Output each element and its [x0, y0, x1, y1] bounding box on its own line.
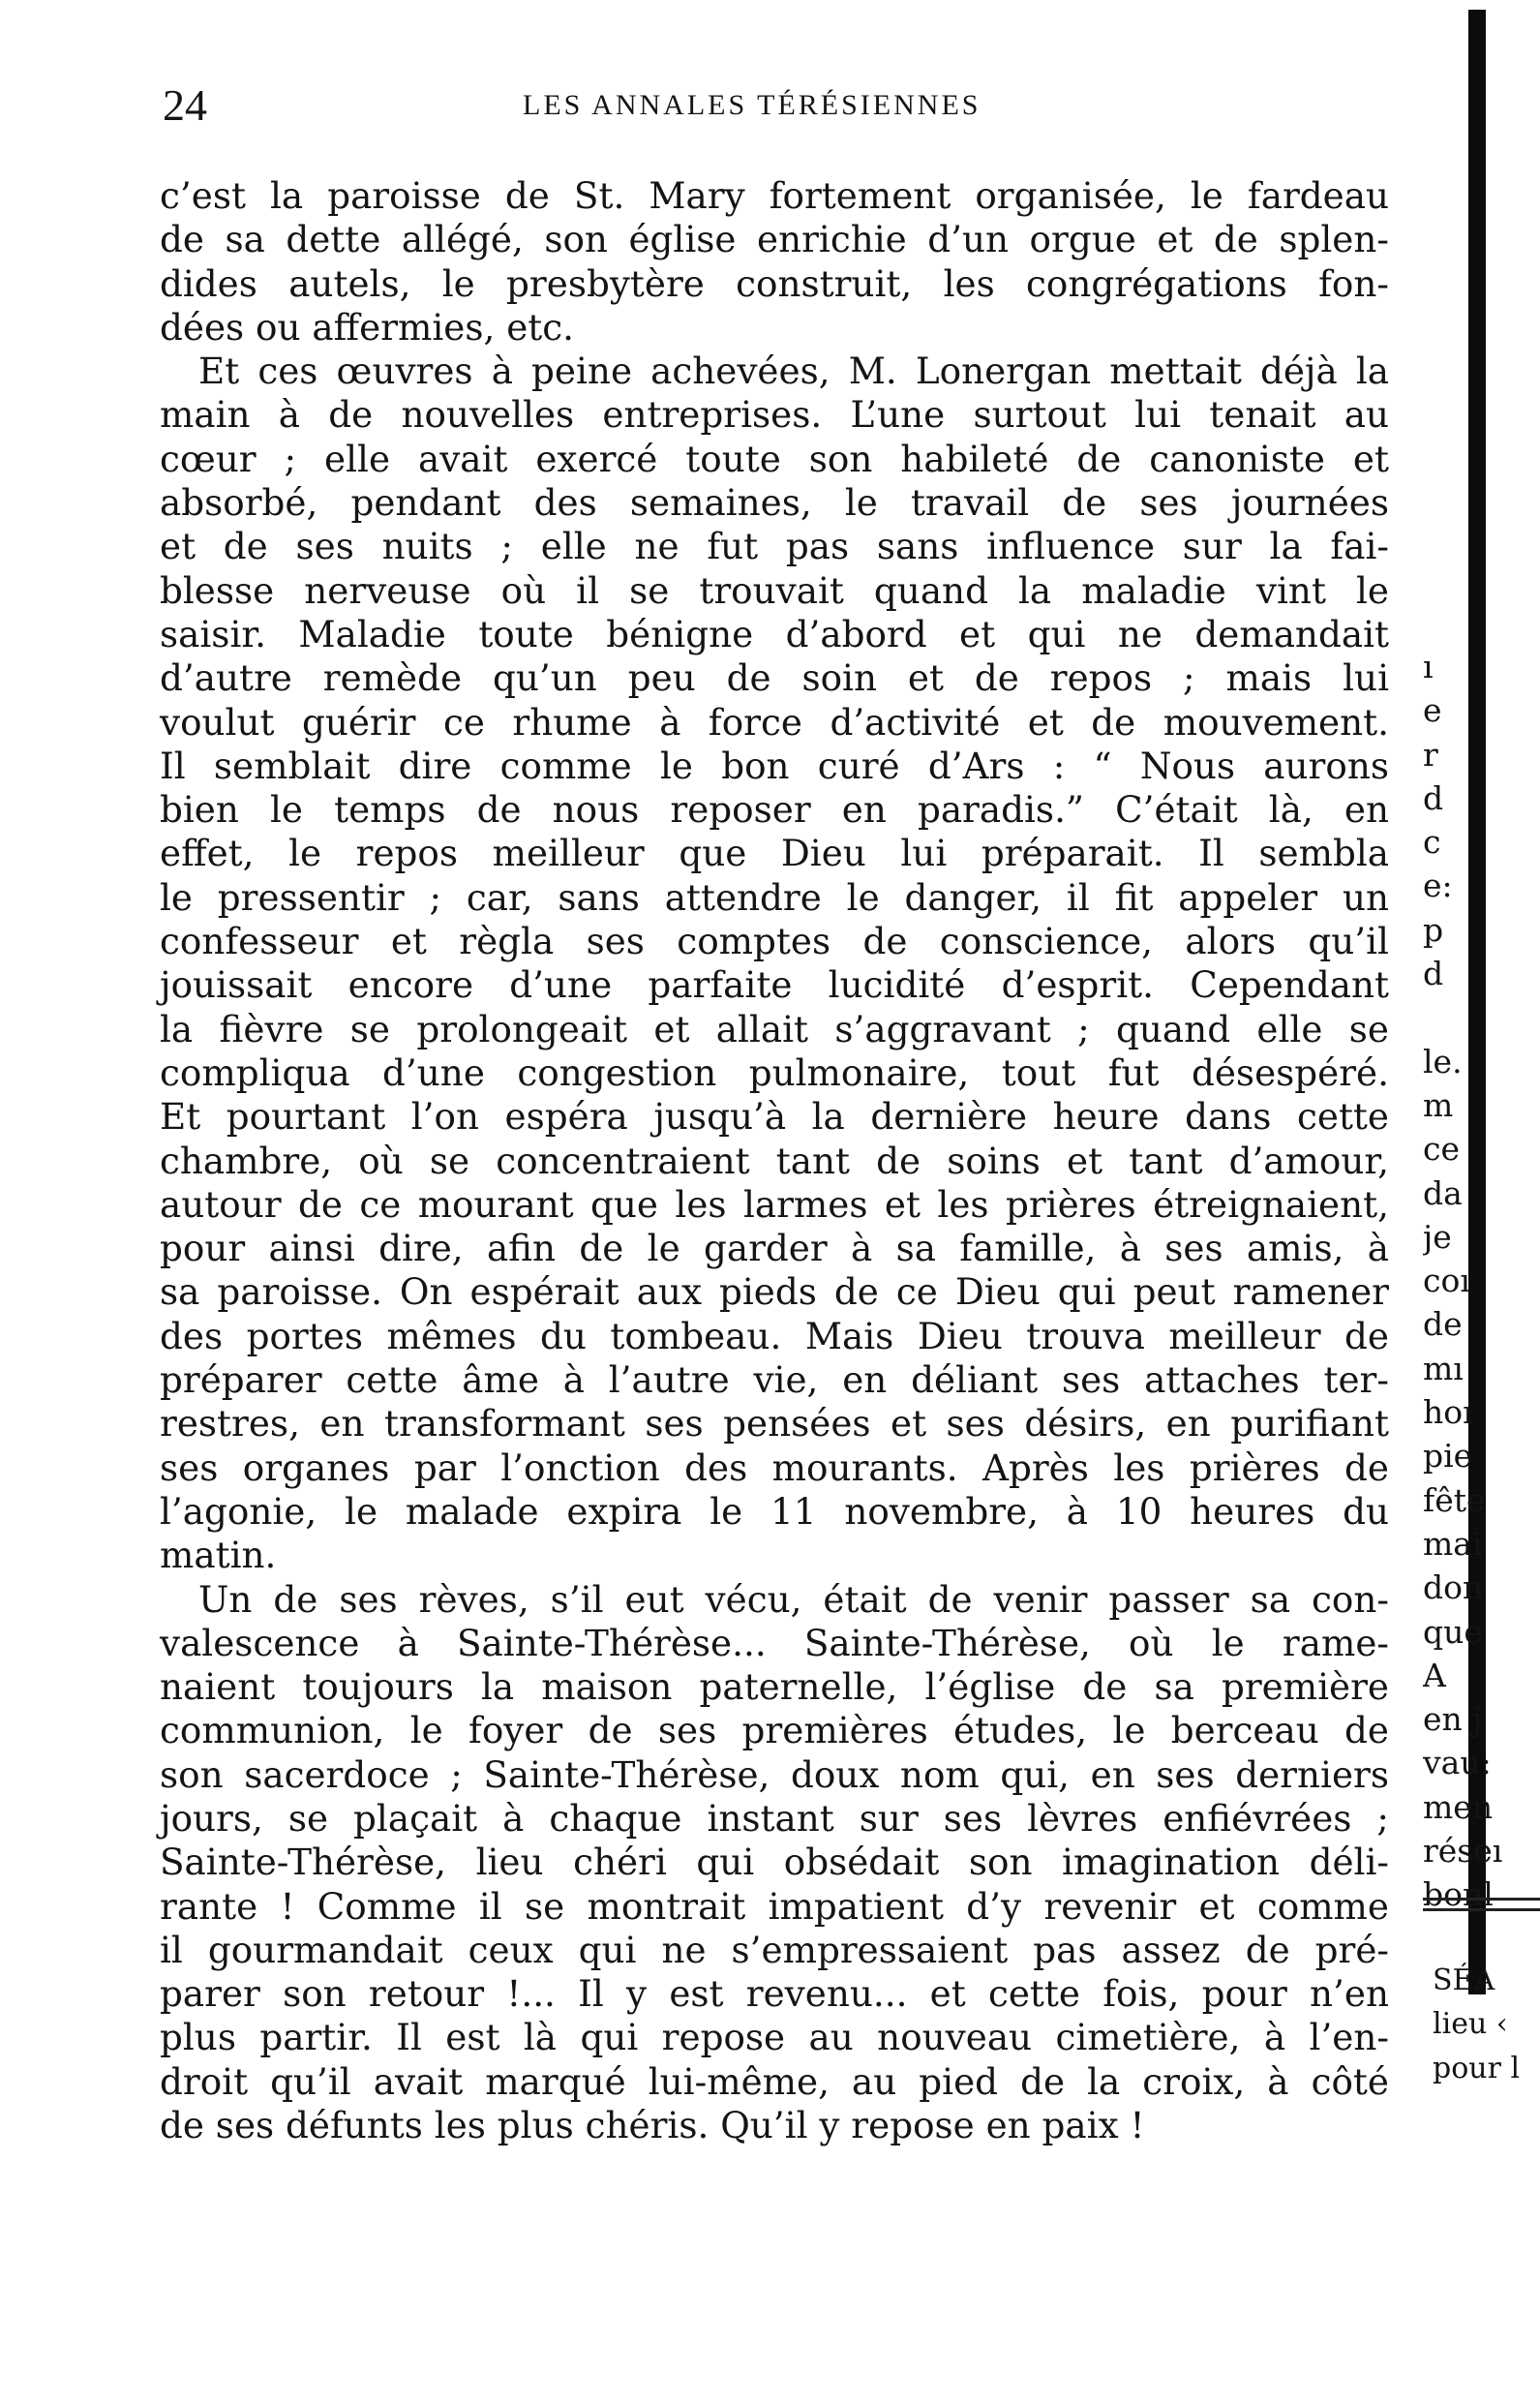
- text-line: Il semblait dire comme le bon curé d’Ars : “ Nous aurons: [160, 744, 1389, 787]
- text-line: ses organes par l’onction des mourants. Après les prières de: [160, 1445, 1389, 1489]
- fragment-line: mai: [1423, 1524, 1483, 1563]
- fragment-line: r: [1423, 735, 1438, 774]
- fragment-line: c: [1423, 823, 1441, 862]
- fragment-line: ce: [1423, 1130, 1461, 1169]
- fragment-line: réseı: [1423, 1832, 1503, 1871]
- text-line: saisir. Maladie toute bénigne d’abord et qui ne demandait: [160, 612, 1389, 655]
- fragment-line: A: [1423, 1656, 1446, 1694]
- text-line: rante ! Comme il se montrait impatient d’y revenir et comme: [160, 1884, 1389, 1928]
- text-line: jours, se plaçait à chaque instant sur ses lèvres enfiévrées ;: [160, 1796, 1389, 1840]
- fragment-line: pour l: [1433, 2051, 1521, 2085]
- fragment-line: men: [1423, 1787, 1494, 1826]
- running-head: LES ANNALES TÉRÉSIENNES: [523, 89, 981, 121]
- fragment-line: e:: [1423, 867, 1453, 905]
- text-line: préparer cette âme à l’autre vie, en déliant ses attaches ter-: [160, 1358, 1389, 1402]
- text-line: et de ses nuits ; elle ne fut pas sans influence sur la fai-: [160, 525, 1389, 568]
- text-line: main à de nouvelles entreprises. L’une surtout lui tenait au: [160, 393, 1389, 437]
- text-line: de sa dette allégé, son église enrichie d’un orgue et de splen-: [160, 218, 1389, 261]
- text-line: l’agonie, le malade expira le 11 novembre, à 10 heures du: [160, 1489, 1389, 1533]
- fragment-line: pie: [1423, 1437, 1473, 1476]
- fragment-line: que: [1423, 1612, 1483, 1651]
- text-line: Et pourtant l’on espéra jusqu’à la dernière heure dans cette: [160, 1095, 1389, 1139]
- fragment-line: mı: [1423, 1349, 1464, 1387]
- text-line: parer son retour !... Il y est revenu... et cette fois, pour n’en: [160, 1972, 1389, 2016]
- fragment-line: bonl: [1423, 1875, 1494, 1914]
- text-line: naient toujours la maison paternelle, l’église de sa première: [160, 1665, 1389, 1709]
- text-line: son sacerdoce ; Sainte-Thérèse, doux nom qui, en ses derniers: [160, 1752, 1389, 1796]
- fragment-line: vau:: [1423, 1744, 1492, 1782]
- text-line: Et ces œuvres à peine achevées, M. Lonergan mettait déjà la: [198, 350, 1389, 393]
- fragment-line: lieu ‹: [1433, 2007, 1508, 2042]
- fragment-line: ı: [1423, 648, 1434, 685]
- fragment-line: p: [1423, 910, 1444, 949]
- body-text: [160, 174, 1389, 2147]
- page-number: 24: [163, 80, 207, 130]
- text-line: d’autre remède qu’un peu de soin et de repos ; mais lui: [160, 656, 1389, 700]
- fragment-line: [1423, 995, 1540, 1039]
- fragment-line: m: [1423, 1085, 1454, 1124]
- fragment-line: je: [1423, 1217, 1452, 1256]
- adjacent-page-fragments: [1423, 645, 1540, 1917]
- text-line: absorbé, pendant des semaines, le travail de ses journées: [160, 481, 1389, 525]
- fragment-line: e: [1423, 691, 1442, 730]
- text-line: valescence à Sainte-Thérèse... Sainte-Thérèse, où le rame-: [160, 1621, 1389, 1664]
- fragment-line: fête: [1423, 1480, 1486, 1519]
- text-line: communion, le foyer de ses premières études, le berceau de: [160, 1709, 1389, 1752]
- text-line: Sainte-Thérèse, lieu chéri qui obsédait son imagination déli-: [160, 1841, 1389, 1884]
- text-line: bien le temps de nous reposer en paradis.” C’était là, en: [160, 788, 1389, 832]
- text-line: chambre, où se concentraient tant de soins et tant d’amour,: [160, 1139, 1389, 1182]
- adjacent-page-double-rule: [1423, 1898, 1540, 1911]
- text-line: compliqua d’une congestion pulmonaire, tout fut désespéré.: [160, 1050, 1389, 1094]
- text-line: de ses défunts les plus chéris. Qu’il y repose en paix !: [160, 2104, 1145, 2147]
- fragment-line: de: [1423, 1305, 1463, 1344]
- text-line: cœur ; elle avait exercé toute son habileté de canoniste et: [160, 437, 1389, 480]
- fragment-line: le.: [1423, 1042, 1463, 1080]
- text-line: Un de ses rèves, s’il eut vécu, était de venir passer sa con-: [198, 1577, 1389, 1621]
- text-line: confesseur et règla ses comptes de conscience, alors qu’il: [160, 920, 1389, 963]
- text-line: la fièvre se prolongeait et allait s’aggravant ; quand elle se: [160, 1007, 1389, 1050]
- fragment-line: don: [1423, 1568, 1484, 1607]
- text-line: c’est la paroisse de St. Mary fortement organisée, le fardeau: [160, 174, 1389, 217]
- text-line: autour de ce mourant que les larmes et les prières étreignaient,: [160, 1182, 1389, 1226]
- text-line: droit qu’il avait marqué lui-même, au pied de la croix, à côté: [160, 2059, 1389, 2103]
- text-line: blesse nerveuse où il se trouvait quand la maladie vint le: [160, 568, 1389, 612]
- fragment-line: SÉA: [1433, 1963, 1495, 1997]
- text-line: il gourmandait ceux qui ne s’empressaient pas assez de pré-: [160, 1928, 1389, 1971]
- page-header: [155, 79, 1413, 137]
- text-line: effet, le repos meilleur que Dieu lui préparait. Il sembla: [160, 832, 1389, 875]
- fragment-line: coı: [1423, 1262, 1470, 1300]
- fragment-line: da: [1423, 1173, 1463, 1212]
- text-line: le pressentir ; car, sans attendre le danger, il fit appeler un: [160, 875, 1389, 919]
- fragment-line: d: [1423, 778, 1444, 817]
- text-line: voulut guérir ce rhume à force d’activité et de mouvement.: [160, 700, 1389, 744]
- text-line: dides autels, le presbytère construit, les congrégations fon-: [160, 261, 1389, 305]
- text-line: pour ainsi dire, afin de le garder à sa famille, à ses amis, à: [160, 1227, 1389, 1270]
- text-line: jouissait encore d’une parfaite lucidité d’esprit. Cependant: [160, 963, 1389, 1007]
- text-line: restres, en transformant ses pensées et ses désirs, en purifiant: [160, 1402, 1389, 1445]
- text-line: des portes mêmes du tombeau. Mais Dieu trouva meilleur de: [160, 1314, 1389, 1357]
- text-line: plus partir. Il est là qui repose au nouveau cimetière, à l’en-: [160, 2016, 1389, 2059]
- text-line: matin.: [160, 1534, 277, 1577]
- fragment-line: en j: [1423, 1700, 1483, 1739]
- adjacent-page-lower-fragments: [1433, 1956, 1540, 2087]
- text-line: sa paroisse. On espérait aux pieds de ce Dieu qui peut ramener: [160, 1270, 1389, 1314]
- text-line: dées ou affermies, etc.: [160, 305, 575, 349]
- fragment-line: hoı: [1423, 1393, 1473, 1432]
- fragment-line: d: [1423, 955, 1444, 993]
